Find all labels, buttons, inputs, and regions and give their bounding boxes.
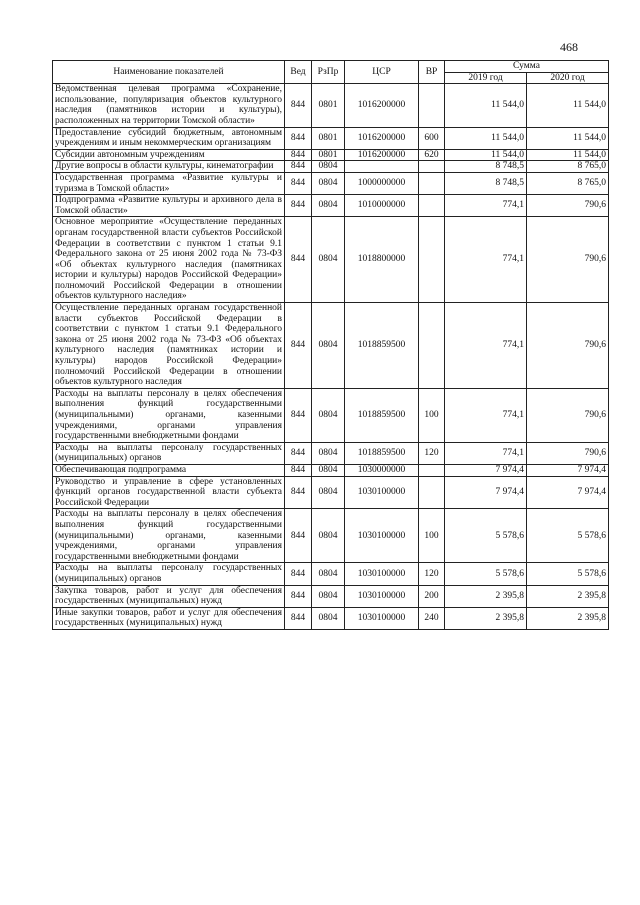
cell-name: Закупка товаров, работ и услуг для обеспечения государственных (муниципальных) нужд: [53, 585, 285, 607]
cell-name: Руководство и управление в сфере установленных функций органов государственной власти субъекта Российской Федерации: [53, 476, 285, 509]
cell-ved: 844: [285, 563, 312, 585]
cell-rzpr: 0804: [312, 464, 345, 476]
cell-name: Государственная программа «Развитие культуры и туризма в Томской области»: [53, 172, 285, 194]
cell-csr: 1016200000: [345, 149, 419, 161]
cell-vr: 200: [419, 585, 445, 607]
table-row: [53, 388, 609, 442]
cell-csr: [345, 161, 419, 173]
cell-sum-2020: 790,6: [527, 195, 609, 217]
table-row: [53, 464, 609, 476]
header-year-2020: 2020 год: [527, 72, 609, 84]
cell-ved: 844: [285, 149, 312, 161]
cell-sum-2020: 790,6: [527, 388, 609, 442]
cell-sum-2019: 7 974,4: [445, 476, 527, 509]
table-row: [53, 442, 609, 464]
cell-rzpr: 0804: [312, 442, 345, 464]
table-row: [53, 84, 609, 127]
cell-ved: 844: [285, 464, 312, 476]
cell-sum-2019: 774,1: [445, 303, 527, 389]
cell-rzpr: 0804: [312, 303, 345, 389]
cell-sum-2019: 2 395,8: [445, 585, 527, 607]
header-ved: Вед: [285, 61, 312, 84]
table-body: [53, 84, 609, 630]
cell-csr: 1018859500: [345, 388, 419, 442]
cell-name: Субсидии автономным учреждениям: [53, 149, 285, 161]
cell-vr: 240: [419, 607, 445, 629]
cell-ved: 844: [285, 127, 312, 149]
cell-ved: 844: [285, 476, 312, 509]
cell-sum-2020: 5 578,6: [527, 563, 609, 585]
cell-sum-2020: 5 578,6: [527, 509, 609, 563]
cell-sum-2020: 7 974,4: [527, 476, 609, 509]
cell-vr: [419, 217, 445, 303]
header-vr: ВР: [419, 61, 445, 84]
cell-sum-2019: 5 578,6: [445, 563, 527, 585]
cell-vr: [419, 172, 445, 194]
cell-sum-2019: 5 578,6: [445, 509, 527, 563]
cell-name: Ведомственная целевая программа «Сохранение, использование, популяризация объектов культурного наследия (памятников истории и культуры), расположенных на территории Томской области»: [53, 84, 285, 127]
header-name: Наименование показателей: [53, 61, 285, 84]
cell-sum-2020: 8 765,0: [527, 161, 609, 173]
cell-sum-2020: 790,6: [527, 303, 609, 389]
cell-sum-2020: 790,6: [527, 217, 609, 303]
cell-sum-2020: 8 765,0: [527, 172, 609, 194]
cell-csr: 1030000000: [345, 464, 419, 476]
header-year-2019: 2019 год: [445, 72, 527, 84]
cell-sum-2020: 11 544,0: [527, 149, 609, 161]
cell-vr: [419, 84, 445, 127]
cell-ved: 844: [285, 217, 312, 303]
cell-vr: 620: [419, 149, 445, 161]
cell-sum-2019: 774,1: [445, 195, 527, 217]
cell-ved: 844: [285, 161, 312, 173]
cell-name: Осуществление переданных органам государственной власти субъектов Российской Федерации в соответствии с пунктом 1 статьи 9.1 Федерального закона от 25 июня 2002 года № 73-ФЗ «Об объектах культурного наследия (памятниках истории и культуры) народов Российской Федерации» полномочий Российской Федерации в отношении объектов культурного наследия: [53, 303, 285, 389]
cell-name: Другие вопросы в области культуры, кинематографии: [53, 161, 285, 173]
cell-rzpr: 0804: [312, 172, 345, 194]
cell-vr: [419, 464, 445, 476]
cell-ved: 844: [285, 585, 312, 607]
cell-sum-2020: 11 544,0: [527, 84, 609, 127]
cell-rzpr: 0801: [312, 149, 345, 161]
cell-ved: 844: [285, 442, 312, 464]
table-row: [53, 217, 609, 303]
cell-ved: 844: [285, 84, 312, 127]
cell-sum-2019: 11 544,0: [445, 149, 527, 161]
cell-sum-2019: 7 974,4: [445, 464, 527, 476]
cell-csr: 1010000000: [345, 195, 419, 217]
cell-csr: 1018859500: [345, 442, 419, 464]
header-rzpr: РзПр: [312, 61, 345, 84]
cell-sum-2019: 774,1: [445, 388, 527, 442]
cell-ved: 844: [285, 303, 312, 389]
cell-rzpr: 0804: [312, 195, 345, 217]
cell-rzpr: 0804: [312, 563, 345, 585]
cell-sum-2019: 2 395,8: [445, 607, 527, 629]
cell-ved: 844: [285, 388, 312, 442]
cell-sum-2019: 774,1: [445, 442, 527, 464]
cell-csr: 1016200000: [345, 84, 419, 127]
cell-name: Обеспечивающая подпрограмма: [53, 464, 285, 476]
table-row: [53, 476, 609, 509]
cell-rzpr: 0804: [312, 607, 345, 629]
cell-vr: [419, 476, 445, 509]
cell-rzpr: 0804: [312, 217, 345, 303]
cell-name: Расходы на выплаты персоналу в целях обеспечения выполнения функций государственными (муниципальными) органами, казенными учреждениями, органами управления государственными внебюджетными фондами: [53, 509, 285, 563]
table-row: [53, 509, 609, 563]
table-row: [53, 149, 609, 161]
cell-csr: 1016200000: [345, 127, 419, 149]
cell-ved: 844: [285, 509, 312, 563]
cell-ved: 844: [285, 607, 312, 629]
cell-rzpr: 0804: [312, 585, 345, 607]
cell-vr: 100: [419, 509, 445, 563]
cell-name: Расходы на выплаты персоналу государственных (муниципальных) органов: [53, 563, 285, 585]
table-row: [53, 563, 609, 585]
cell-csr: 1030100000: [345, 585, 419, 607]
header-sum: Сумма: [445, 61, 609, 73]
cell-vr: [419, 303, 445, 389]
cell-ved: 844: [285, 172, 312, 194]
cell-csr: 1030100000: [345, 509, 419, 563]
cell-sum-2020: 790,6: [527, 442, 609, 464]
table-row: [53, 172, 609, 194]
cell-sum-2019: 774,1: [445, 217, 527, 303]
cell-sum-2019: 8 748,5: [445, 172, 527, 194]
cell-vr: 120: [419, 563, 445, 585]
table-header: [53, 61, 609, 84]
cell-csr: 1018800000: [345, 217, 419, 303]
table-row: [53, 195, 609, 217]
cell-sum-2019: 11 544,0: [445, 127, 527, 149]
cell-csr: 1000000000: [345, 172, 419, 194]
page-number: 468: [560, 40, 578, 54]
cell-csr: 1030100000: [345, 607, 419, 629]
cell-name: Расходы на выплаты персоналу в целях обеспечения выполнения функций государственными (муниципальными) органами, казенными учреждениями, органами управления государственными внебюджетными фондами: [53, 388, 285, 442]
cell-rzpr: 0804: [312, 161, 345, 173]
cell-rzpr: 0804: [312, 509, 345, 563]
cell-csr: 1030100000: [345, 563, 419, 585]
table-row: [53, 127, 609, 149]
cell-sum-2019: 8 748,5: [445, 161, 527, 173]
cell-rzpr: 0804: [312, 476, 345, 509]
table-row: [53, 585, 609, 607]
cell-sum-2020: 2 395,8: [527, 607, 609, 629]
cell-name: Иные закупки товаров, работ и услуг для обеспечения государственных (муниципальных) нужд: [53, 607, 285, 629]
cell-csr: 1030100000: [345, 476, 419, 509]
cell-rzpr: 0801: [312, 127, 345, 149]
cell-name: Расходы на выплаты персоналу государственных (муниципальных) органов: [53, 442, 285, 464]
table-row: [53, 161, 609, 173]
cell-ved: 844: [285, 195, 312, 217]
table-row: [53, 303, 609, 389]
cell-name: Предоставление субсидий бюджетным, автономным учреждениям и иным некоммерческим организациям: [53, 127, 285, 149]
cell-vr: [419, 161, 445, 173]
cell-vr: 600: [419, 127, 445, 149]
cell-vr: 100: [419, 388, 445, 442]
cell-vr: [419, 195, 445, 217]
cell-sum-2020: 2 395,8: [527, 585, 609, 607]
cell-sum-2020: 7 974,4: [527, 464, 609, 476]
cell-rzpr: 0804: [312, 388, 345, 442]
cell-sum-2019: 11 544,0: [445, 84, 527, 127]
table-row: [53, 607, 609, 629]
budget-table: [52, 60, 609, 630]
cell-csr: 1018859500: [345, 303, 419, 389]
cell-name: Основное мероприятие «Осуществление переданных органам государственной власти субъектов Российской Федерации в соответствии с пунктом 1 статьи 9.1 Федерального закона от 25 июня 2002 года № 73-ФЗ «Об объектах культурного наследия (памятниках истории и культуры) народов Российской Федерации» полномочий Российской Федерации в отношении объектов культурного наследия»: [53, 217, 285, 303]
header-csr: ЦСР: [345, 61, 419, 84]
cell-sum-2020: 11 544,0: [527, 127, 609, 149]
cell-name: Подпрограмма «Развитие культуры и архивного дела в Томской области»: [53, 195, 285, 217]
cell-vr: 120: [419, 442, 445, 464]
cell-rzpr: 0801: [312, 84, 345, 127]
